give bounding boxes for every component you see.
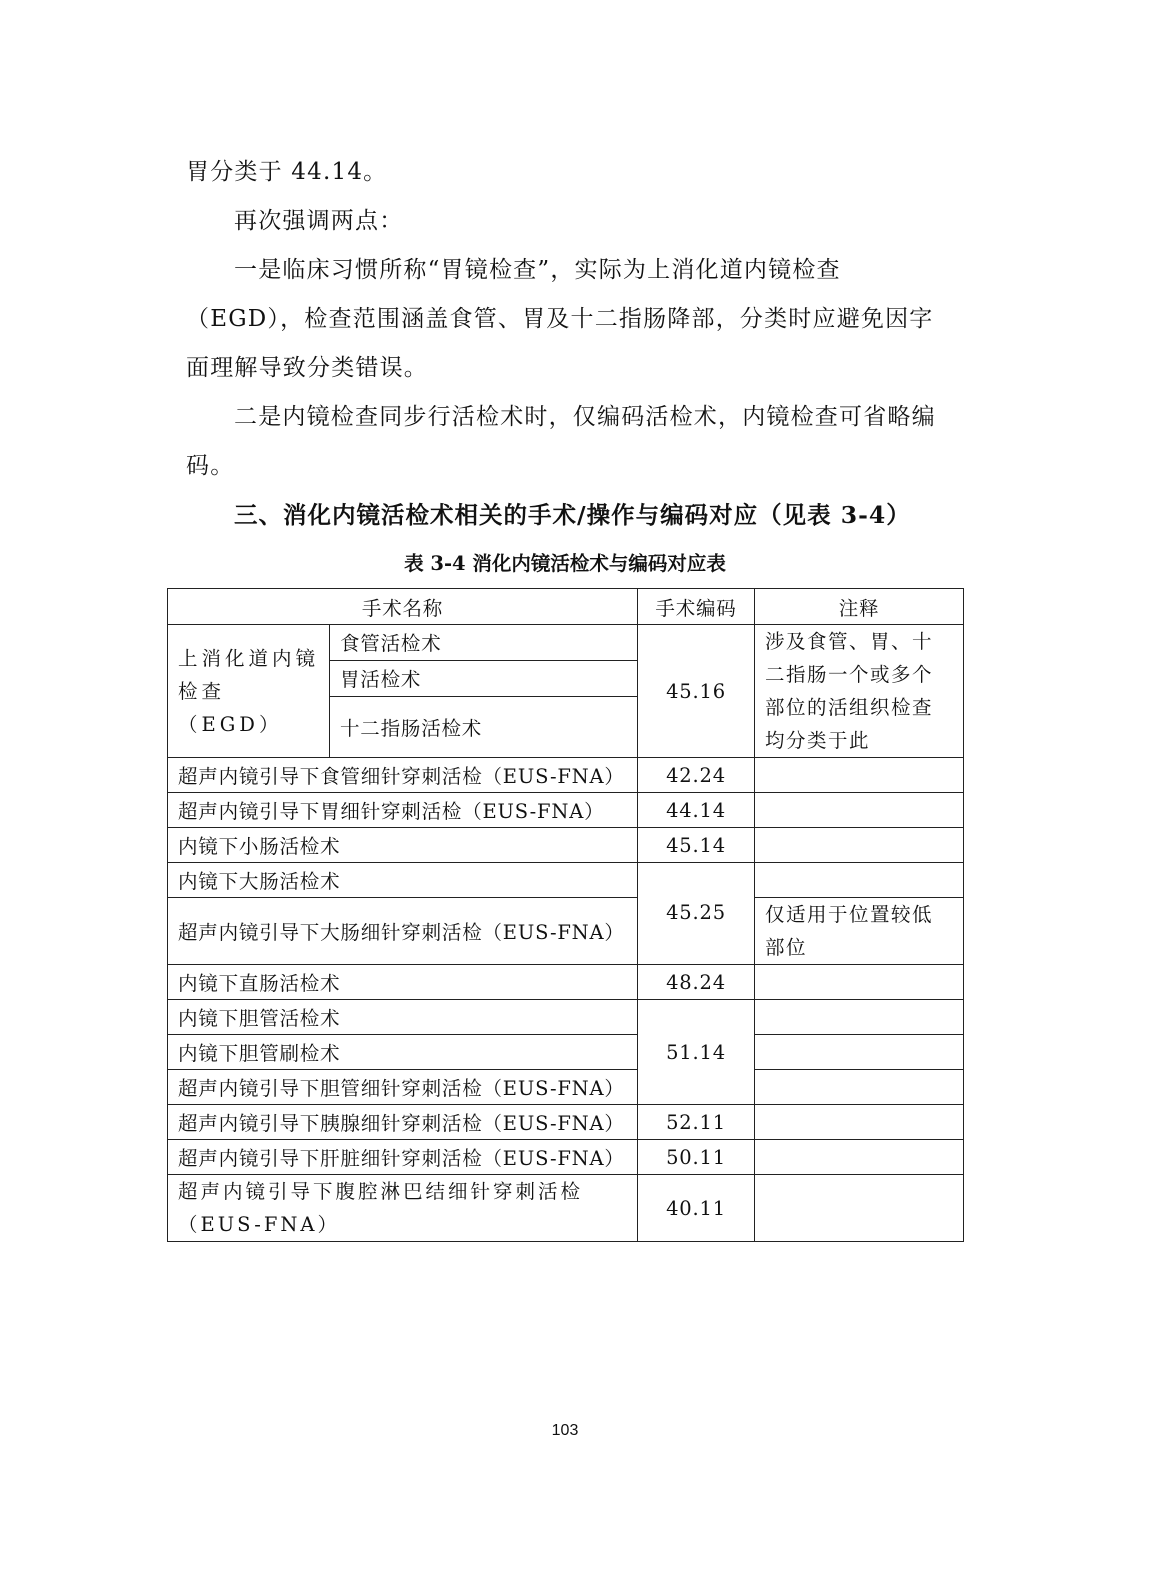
note-cell [755, 1000, 964, 1035]
procedure-name-cell: 内镜下胆管活检术 [168, 1000, 638, 1035]
procedure-code-cell: 45.14 [638, 828, 755, 863]
table-row [168, 758, 964, 793]
table-row [168, 1175, 964, 1242]
biliary-code-cell: 51.14 [638, 1000, 755, 1105]
procedure-name-cell: 内镜下大肠活检术 [168, 863, 638, 898]
header-note: 注释 [755, 589, 964, 625]
note-cell: 仅适用于位置较低部位 [755, 898, 964, 965]
table-row [168, 898, 964, 965]
table-row [168, 1140, 964, 1175]
note-cell [755, 863, 964, 898]
paragraph-point-two: 二是内镜检查同步行活检术时，仅编码活检术，内镜检查可省略编码。 [186, 404, 936, 479]
table-row [168, 828, 964, 863]
procedure-code-cell: 52.11 [638, 1105, 755, 1140]
table-row [168, 625, 964, 661]
note-cell [755, 758, 964, 793]
note-cell [755, 1105, 964, 1140]
table-caption: 表 3-4 消化内镜活检术与编码对应表 [404, 552, 726, 575]
header-procedure-code: 手术编码 [638, 589, 755, 625]
egd-note-cell: 涉及食管、胃、十二指肠一个或多个部位的活组织检查均分类于此 [755, 625, 964, 758]
table-row [168, 1070, 964, 1105]
procedure-code-cell: 48.24 [638, 965, 755, 1000]
egd-item-cell: 胃活检术 [330, 660, 638, 696]
note-cell [755, 828, 964, 863]
egd-item-cell: 十二指肠活检术 [330, 696, 638, 757]
table-row [168, 793, 964, 828]
page-number: 103 [551, 1422, 579, 1439]
table-row [168, 1105, 964, 1140]
note-cell [755, 1175, 964, 1242]
table-row [168, 965, 964, 1000]
procedure-name-cell: 内镜下胆管刷检术 [168, 1035, 638, 1070]
note-cell [755, 965, 964, 1000]
procedure-code-cell: 44.14 [638, 793, 755, 828]
paragraph-emphasis-intro: 再次强调两点： [234, 208, 404, 234]
procedure-name-cell: 超声内镜引导下胆管细针穿刺活检（EUS-FNA） [168, 1070, 638, 1105]
table-row [168, 1000, 964, 1035]
procedure-name-cell: 超声内镜引导下食管细针穿刺活检（EUS-FNA） [168, 758, 638, 793]
procedure-code-cell: 42.24 [638, 758, 755, 793]
section-heading: 三、消化内镜活检术相关的手术/操作与编码对应（见表 3-4） [234, 501, 911, 529]
procedure-code-cell: 40.11 [638, 1175, 755, 1242]
egd-group-cell: 上消化道内镜检查（EGD） [168, 625, 330, 758]
egd-item-cell: 食管活检术 [330, 625, 638, 661]
note-cell [755, 1140, 964, 1175]
table-row [168, 863, 964, 898]
paragraph-point-one: 一是临床习惯所称“胃镜检查”，实际为上消化道内镜检查（EGD），检查范围涵盖食管、胃及十二指肠降部，分类时应避免因字面理解导致分类错误。 [186, 257, 934, 381]
procedure-code-cell: 50.11 [638, 1140, 755, 1175]
paragraph-continuation: 胃分类于 44.14。 [186, 159, 388, 185]
note-cell [755, 1035, 964, 1070]
note-cell [755, 793, 964, 828]
table-row [168, 1035, 964, 1070]
procedure-name-cell: 超声内镜引导下肝脏细针穿刺活检（EUS-FNA） [168, 1140, 638, 1175]
procedure-name-cell: 超声内镜引导下胃细针穿刺活检（EUS-FNA） [168, 793, 638, 828]
header-procedure-name: 手术名称 [168, 589, 638, 625]
table-header-row [168, 589, 964, 625]
procedure-name-cell: 超声内镜引导下大肠细针穿刺活检（EUS-FNA） [168, 898, 638, 965]
procedure-name-cell: 内镜下小肠活检术 [168, 828, 638, 863]
procedure-name-cell: 超声内镜引导下腹腔淋巴结细针穿刺活检（EUS-FNA） [168, 1175, 638, 1242]
note-cell [755, 1070, 964, 1105]
procedure-name-cell: 内镜下直肠活检术 [168, 965, 638, 1000]
procedure-name-cell: 超声内镜引导下胰腺细针穿刺活检（EUS-FNA） [168, 1105, 638, 1140]
colon-code-cell: 45.25 [638, 863, 755, 965]
egd-code-cell: 45.16 [638, 625, 755, 758]
procedure-code-table [167, 588, 964, 1242]
